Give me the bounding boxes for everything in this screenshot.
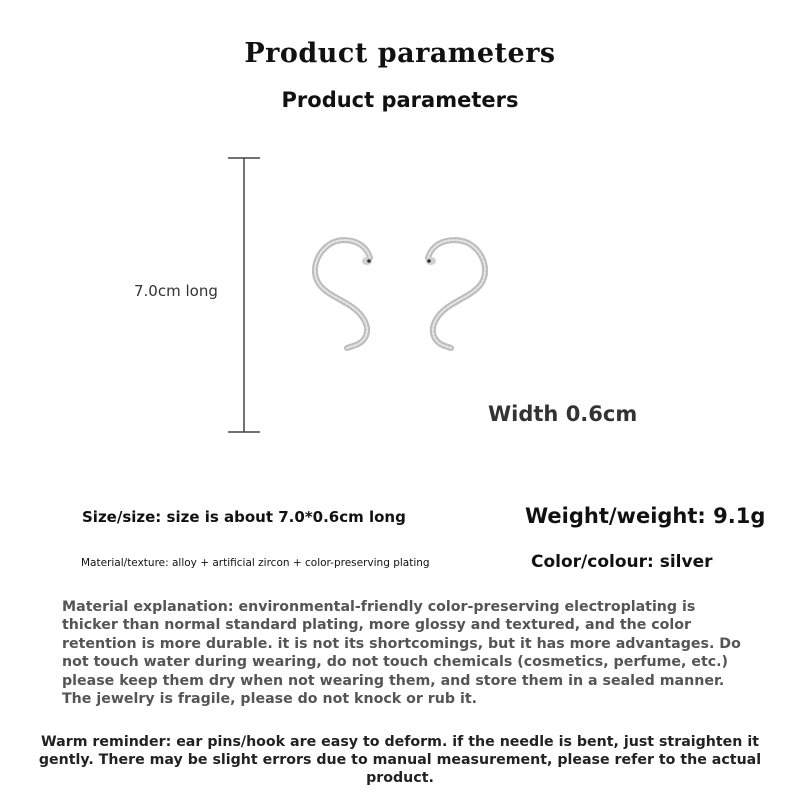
material-explanation: Material explanation: environmental-friendly color-preserving electroplating is thicker than normal standard plating, more glossy and textured, and the color retention is more durable. it is not its shortcomings, but it has more advantages. Do not touch water during wearing, do not touch chemicals (cosmetics, perfume, etc.) please keep them dry when not wearing them, and store them in a sealed manner. The jewelry is fragile, please do not knock or rub it.: [62, 599, 741, 708]
width-label: Width 0.6cm: [488, 402, 638, 426]
page-title: Product parameters: [244, 38, 556, 69]
weight-spec: Weight/weight: 9.1g: [525, 504, 766, 528]
material-spec: Material/texture: alloy + artificial zircon + color-preserving plating: [81, 557, 430, 569]
color-spec: Color/colour: silver: [531, 552, 713, 572]
earrings-image: [295, 230, 505, 360]
warm-reminder: Warm reminder: ear pins/hook are easy to deform. if the needle is bent, just straighten it gently. There may be slight errors due to manual measurement, please refer to the actual product.: [38, 734, 762, 787]
size-spec: Size/size: size is about 7.0*0.6cm long: [82, 508, 406, 526]
length-label: 7.0cm long: [134, 282, 218, 300]
right-earring: [426, 240, 485, 348]
left-earring: [315, 240, 372, 348]
page-subtitle: Product parameters: [281, 88, 519, 112]
length-measure-line: [220, 150, 280, 440]
